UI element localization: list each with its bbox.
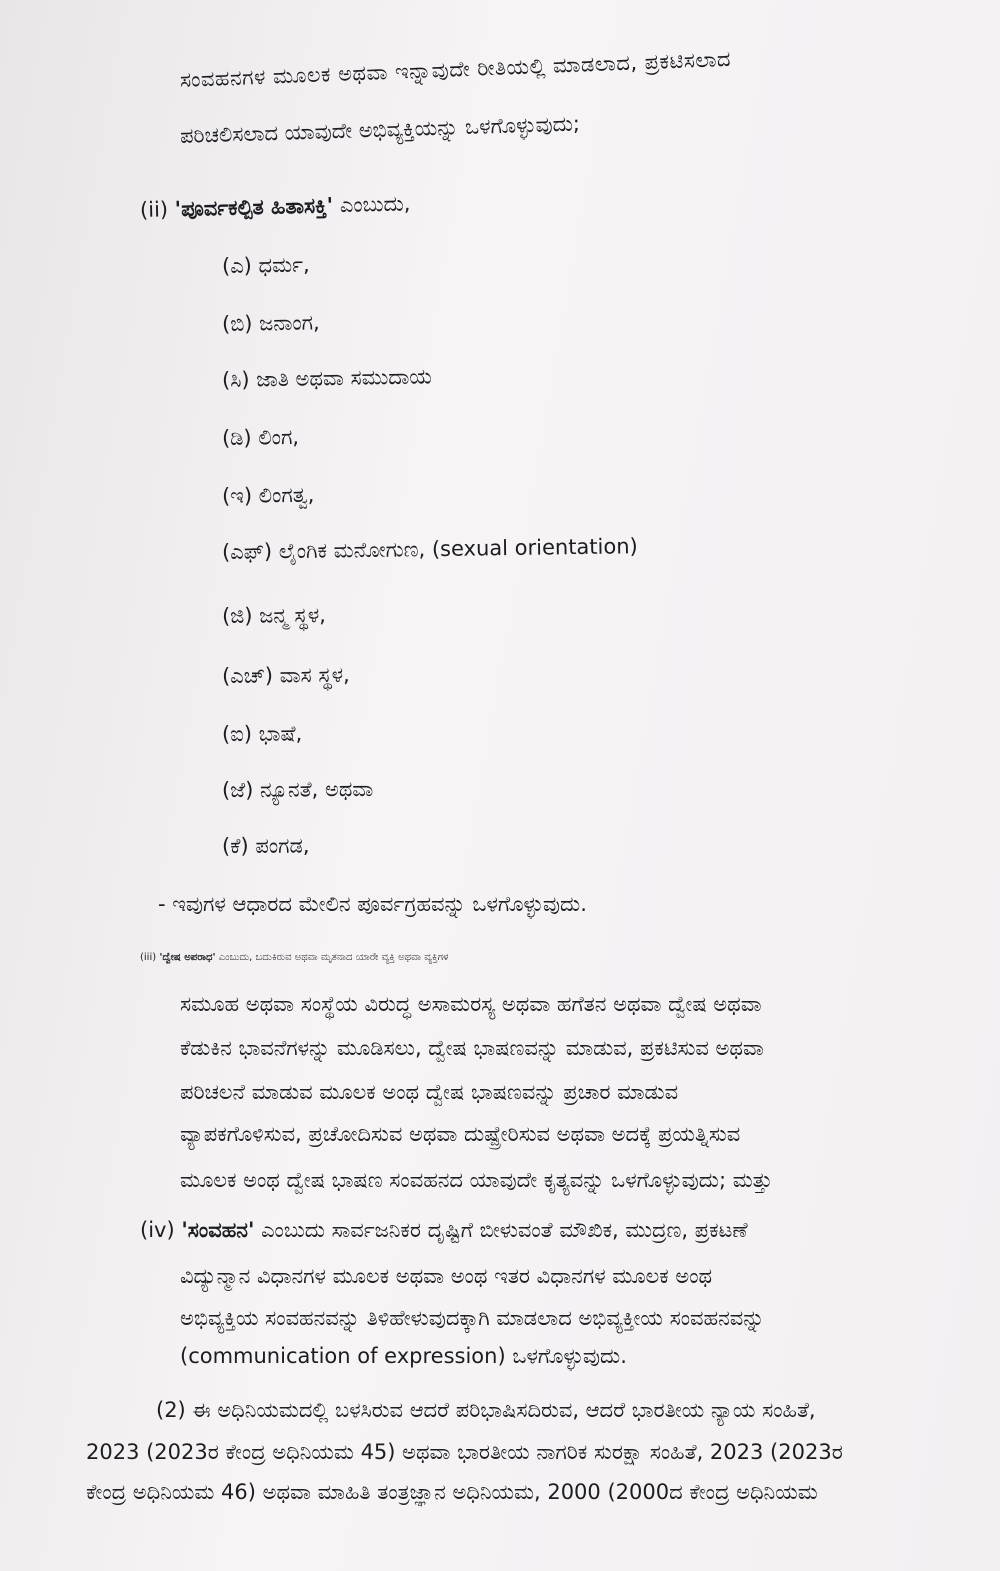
definition-iii-line: ವ್ಯಾಪಕಗೊಳಿಸುವ, ಪ್ರಚೋದಿಸುವ ಅಥವಾ ದುಷ್ಪ್ರೇರಿಸುವ ಅಥವಾ ಅದಕ್ಕೆ ಪ್ರಯತ್ನಿಸುವ bbox=[180, 1122, 741, 1146]
definition-iii-rest: ಎಂಬುದು, ಬದುಕಿರುವ ಅಥವಾ ಮೃತನಾದ ಯಾರೇ ವ್ಯಕ್ತಿ ಅಥವಾ ವ್ಯಕ್ತಿಗಳ bbox=[218, 952, 449, 963]
list-item: (ಎ) ಧರ್ಮ, bbox=[221, 252, 310, 278]
definition-iv-heading bbox=[140, 1216, 748, 1244]
definition-iv-line: ವಿದ್ಯುನ್ಮಾನ ವಿಧಾನಗಳ ಮೂಲಕ ಅಥವಾ ಅಂಥ ಇತರ ವಿಧಾನಗಳ ಮೂಲಕ ಅಂಥ bbox=[180, 1264, 713, 1288]
list-item: (ಜೆ) ನ್ಯೂನತೆ, ಅಥವಾ bbox=[221, 776, 374, 802]
list-item: (ಎಫ್) ಲೈಂಗಿಕ ಮನೋಗುಣ, (sexual orientation) bbox=[221, 534, 638, 564]
definition-iv-line: ಅಭಿವ್ಯಕ್ತಿಯ ಸಂವಹನವನ್ನು ತಿಳಿಹೇಳುವುದಕ್ಕಾಗಿ ಮಾಡಲಾದ ಅಭಿವ್ಯಕ್ತೀಯ ಸಂವಹನವನ್ನು bbox=[180, 1306, 765, 1330]
definition-ii-rest: ಎಂಬುದು, bbox=[339, 191, 411, 218]
list-item: (ಬಿ) ಜನಾಂಗ, bbox=[221, 310, 320, 336]
definition-iii-number: (iii) bbox=[140, 952, 157, 963]
definition-iii-line: ಪರಿಚಲನೆ ಮಾಡುವ ಮೂಲಕ ಅಂಥ ದ್ವೇಷ ಭಾಷಣವನ್ನು ಪ್ರಚಾರ ಮಾಡುವ bbox=[180, 1080, 679, 1104]
list-item: (ಡಿ) ಲಿಂಗ, bbox=[221, 424, 300, 450]
intro-line-2: ಪರಿಚಲಿಸಲಾದ ಯಾವುದೇ ಅಭಿವ್ಯಕ್ತಿಯನ್ನು ಒಳಗೊಳ್ಳುವುದು; bbox=[179, 111, 581, 148]
list-item: (ಎಚ್) ವಾಸ ಸ್ಥಳ, bbox=[221, 662, 350, 688]
definition-iv-term: 'ಸಂವಹನ' bbox=[181, 1218, 255, 1242]
definition-iv-line: (communication of expression) ಒಳಗೊಳ್ಳುವುದು. bbox=[180, 1344, 627, 1368]
intro-line-1: ಸಂವಹನಗಳ ಮೂಲಕ ಅಥವಾ ಇನ್ನಾವುದೇ ರೀತಿಯಲ್ಲಿ ಮಾಡಲಾದ, ಪ್ರಕಟಿಸಲಾದ bbox=[179, 46, 732, 92]
definition-iii-line: ಕೆಡುಕಿನ ಭಾವನೆಗಳನ್ನು ಮೂಡಿಸಲು, ದ್ವೇಷ ಭಾಷಣವನ್ನು ಮಾಡುವ, ಪ್ರಕಟಿಸುವ ಅಥವಾ bbox=[180, 1036, 764, 1060]
definition-iii-term: 'ದ್ವೇಷ ಅಪರಾಧ' bbox=[159, 952, 216, 963]
definition-iii-heading bbox=[140, 944, 1000, 972]
list-item: (ಕೆ) ಪಂಗಡ, bbox=[221, 833, 310, 858]
definition-iii-line: ಸಮೂಹ ಅಥವಾ ಸಂಸ್ಥೆಯ ವಿರುದ್ಧ ಅಸಾಮರಸ್ಯ ಅಥವಾ ಹಗೆತನ ಅಥವಾ ದ್ವೇಷ ಅಥವಾ bbox=[180, 992, 762, 1016]
list-item: (ಸಿ) ಜಾತಿ ಅಥವಾ ಸಮುದಾಯ bbox=[221, 364, 432, 392]
definition-iv-rest: ಎಂಬುದು ಸಾರ್ವಜನಿಕರ ದೃಷ್ಟಿಗೆ ಬೀಳುವಂತೆ ಮೌಖಿಕ, ಮುದ್ರಣ, ಪ್ರಕಟಣೆ bbox=[261, 1218, 748, 1242]
list-item: (ಇ) ಲಿಂಗತ್ವ, bbox=[221, 482, 315, 508]
list-item: (ಐ) ಭಾಷೆ, bbox=[221, 721, 303, 746]
definition-ii-heading bbox=[140, 189, 411, 224]
definition-iii-line: ಮೂಲಕ ಅಂಥ ದ್ವೇಷ ಭಾಷಣ ಸಂವಹನದ ಯಾವುದೇ ಕೃತ್ಯವನ್ನು ಒಳಗೊಳ್ಳುವುದು; ಮತ್ತು bbox=[180, 1168, 773, 1192]
subsection-2-line-1: (2) ಈ ಅಧಿನಿಯಮದಲ್ಲಿ ಬಳಸಿರುವ ಆದರೆ ಪರಿಭಾಷಿಸದಿರುವ, ಆದರೆ ಭಾರತೀಯ ನ್ಯಾಯ ಸಂಹಿತೆ, bbox=[156, 1398, 816, 1422]
definition-iv-number: (iv) bbox=[140, 1218, 175, 1242]
subsection-2-line-2: 2023 (2023ರ ಕೇಂದ್ರ ಅಧಿನಿಯಮ 45) ಅಥವಾ ಭಾರತೀಯ ನಾಗರಿಕ ಸುರಕ್ಷಾ ಸಂಹಿತೆ, 2023 (2023ರ bbox=[86, 1440, 843, 1464]
subsection-2-line-3: ಕೇಂದ್ರ ಅಧಿನಿಯಮ 46) ಅಥವಾ ಮಾಹಿತಿ ತಂತ್ರಜ್ಞಾನ ಅಧಿನಿಯಮ, 2000 (2000ದ ಕೇಂದ್ರ ಅಧಿನಿಯಮ bbox=[86, 1480, 818, 1504]
definition-ii-term: 'ಪೂರ್ವಕಲ್ಪಿತ ಹಿತಾಸಕ್ತಿ' bbox=[174, 193, 334, 222]
list-item: (ಜಿ) ಜನ್ಮ ಸ್ಥಳ, bbox=[221, 602, 326, 628]
definition-ii-closing: - ಇವುಗಳ ಆಧಾರದ ಮೇಲಿನ ಪೂರ್ವಗ್ರಹವನ್ನು ಒಳಗೊಳ್ಳುವುದು. bbox=[158, 892, 587, 916]
definition-ii-number: (ii) bbox=[139, 197, 169, 222]
